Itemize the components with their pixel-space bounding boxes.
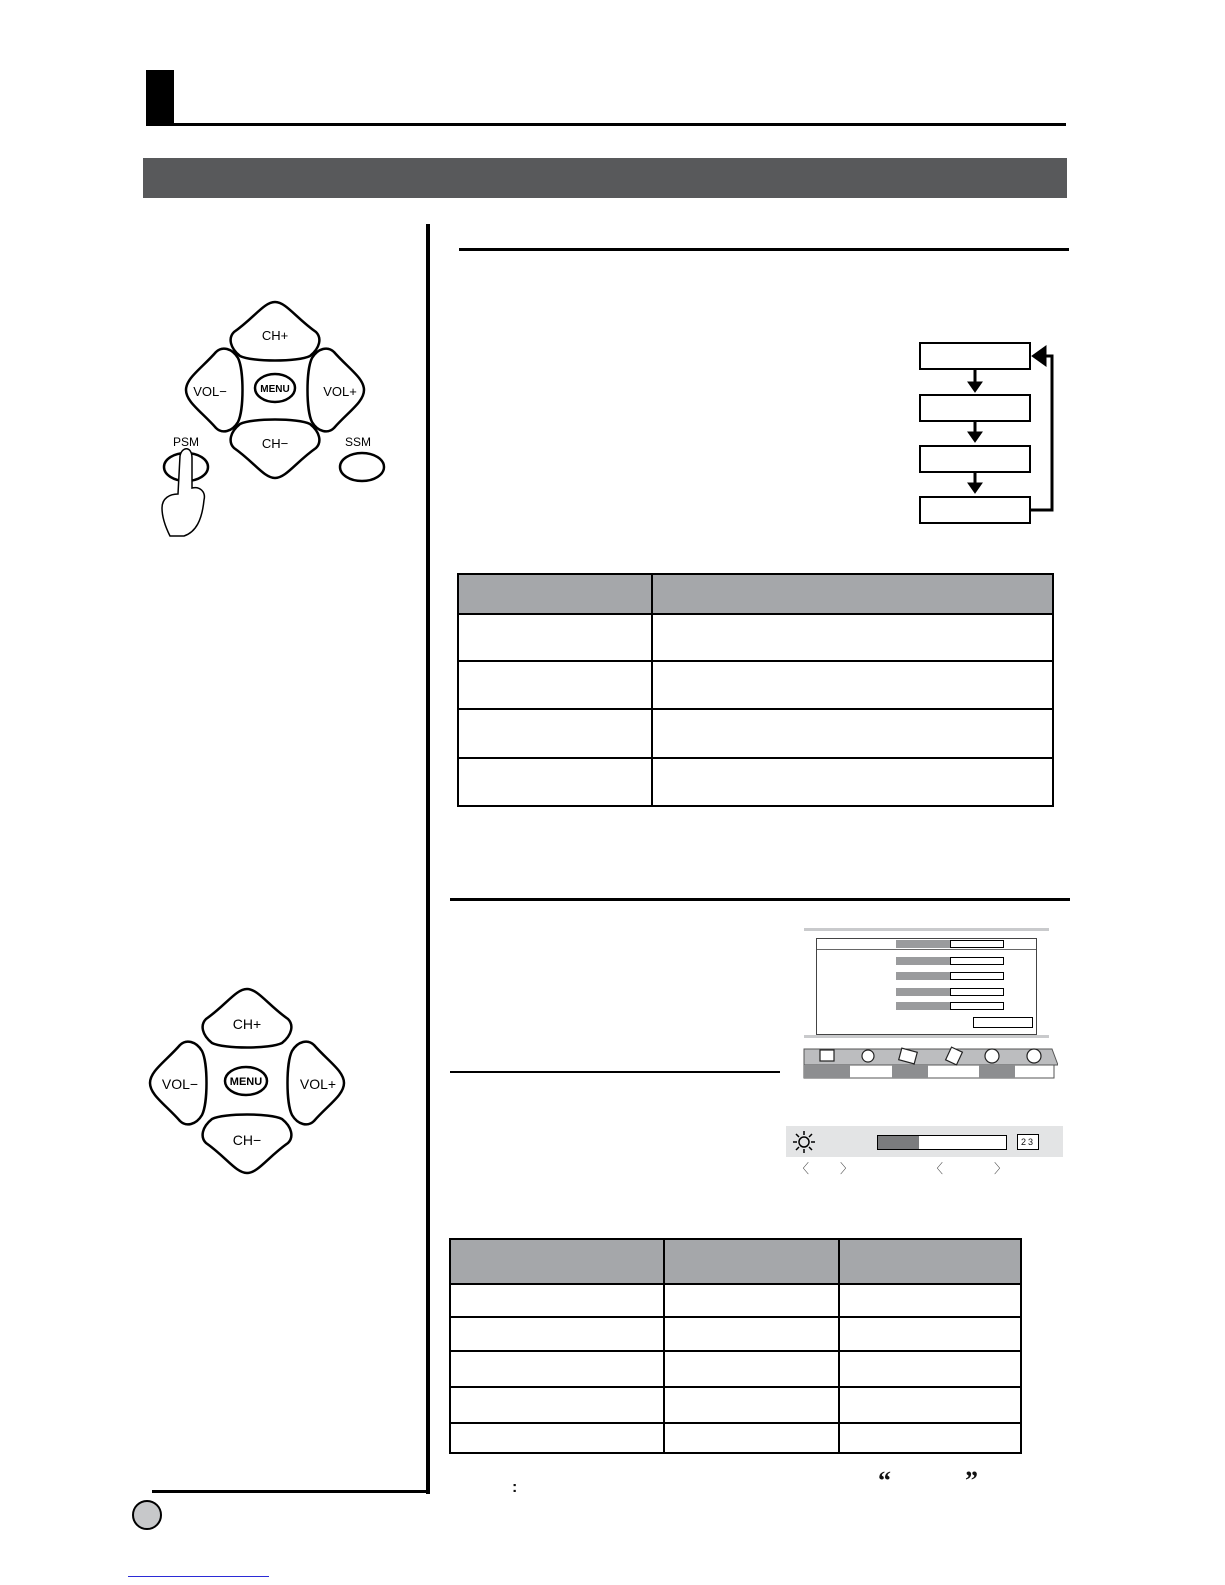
table-row bbox=[458, 709, 1053, 758]
osd-bottom-edge bbox=[804, 1035, 1049, 1038]
table-header-cell bbox=[450, 1239, 664, 1284]
osd-menu-bar bbox=[800, 1043, 1058, 1085]
table-header-cell bbox=[652, 574, 1053, 614]
remote-keypad-bottom bbox=[140, 985, 370, 1180]
brightness-osd bbox=[786, 1126, 1063, 1157]
table-header-cell bbox=[664, 1239, 839, 1284]
table-row bbox=[450, 1387, 1021, 1423]
sun-icon bbox=[792, 1130, 816, 1154]
brightness-track bbox=[877, 1135, 1007, 1150]
brightness-fill bbox=[878, 1136, 919, 1149]
quote-open: “ bbox=[878, 1466, 891, 1495]
picture-icon bbox=[820, 1050, 834, 1061]
table-row bbox=[450, 1317, 1021, 1351]
vol-minus-label: VOL− bbox=[193, 384, 227, 399]
table-row bbox=[458, 614, 1053, 661]
subsection-rule bbox=[450, 1071, 780, 1073]
vol-plus-label: VOL+ bbox=[299, 1076, 337, 1092]
timer-icon bbox=[1027, 1049, 1041, 1063]
ssm-key-shape bbox=[340, 453, 384, 481]
ch-plus-label: CH+ bbox=[232, 1016, 262, 1032]
brightness-value: 23 bbox=[1017, 1134, 1039, 1150]
ch-minus-label: CH− bbox=[232, 1132, 262, 1148]
parental-icon bbox=[985, 1049, 999, 1063]
ssm-label: SSM bbox=[344, 435, 372, 449]
psm-label: PSM bbox=[172, 435, 200, 449]
vol-minus-label: VOL− bbox=[161, 1076, 199, 1092]
table-row bbox=[450, 1351, 1021, 1387]
section-rule-psm bbox=[459, 248, 1069, 251]
picture-settings-table bbox=[449, 1238, 1022, 1454]
menu-label: MENU bbox=[229, 1076, 263, 1088]
column-foot-rule bbox=[152, 1490, 428, 1493]
chapter-marker bbox=[146, 70, 174, 126]
menu-label: MENU bbox=[260, 384, 290, 395]
osd-panel bbox=[816, 938, 1037, 1035]
section-rule-picture bbox=[450, 898, 1070, 901]
chevron-left-icon: 〈 bbox=[930, 1161, 944, 1176]
section-heading-band bbox=[143, 158, 1067, 198]
flow-arrows bbox=[960, 340, 1070, 530]
psm-mode-table bbox=[457, 573, 1054, 807]
table-row bbox=[450, 1284, 1021, 1317]
table-header-cell bbox=[458, 574, 652, 614]
chevron-right-icon: 〉 bbox=[994, 1161, 1008, 1176]
table-row bbox=[458, 758, 1053, 806]
osd-picture-menu bbox=[804, 930, 1044, 1038]
table-row bbox=[458, 661, 1053, 709]
ch-minus-label: CH− bbox=[261, 436, 289, 451]
sound-icon bbox=[862, 1050, 874, 1062]
quote-close: ” bbox=[965, 1466, 978, 1495]
footer-link-underline[interactable] bbox=[128, 1576, 269, 1577]
chevron-right-icon: 〉 bbox=[840, 1161, 854, 1176]
note-colon: : bbox=[512, 1479, 518, 1496]
ch-plus-label: CH+ bbox=[261, 328, 289, 343]
chevron-left-icon: 〈 bbox=[796, 1161, 810, 1176]
column-divider bbox=[426, 224, 430, 1494]
remote-keypad-top bbox=[150, 296, 400, 541]
table-row bbox=[450, 1423, 1021, 1453]
title-rule bbox=[146, 123, 1066, 126]
page-number-badge bbox=[132, 1500, 162, 1530]
table-header-cell bbox=[839, 1239, 1021, 1284]
vol-plus-label: VOL+ bbox=[323, 384, 357, 399]
